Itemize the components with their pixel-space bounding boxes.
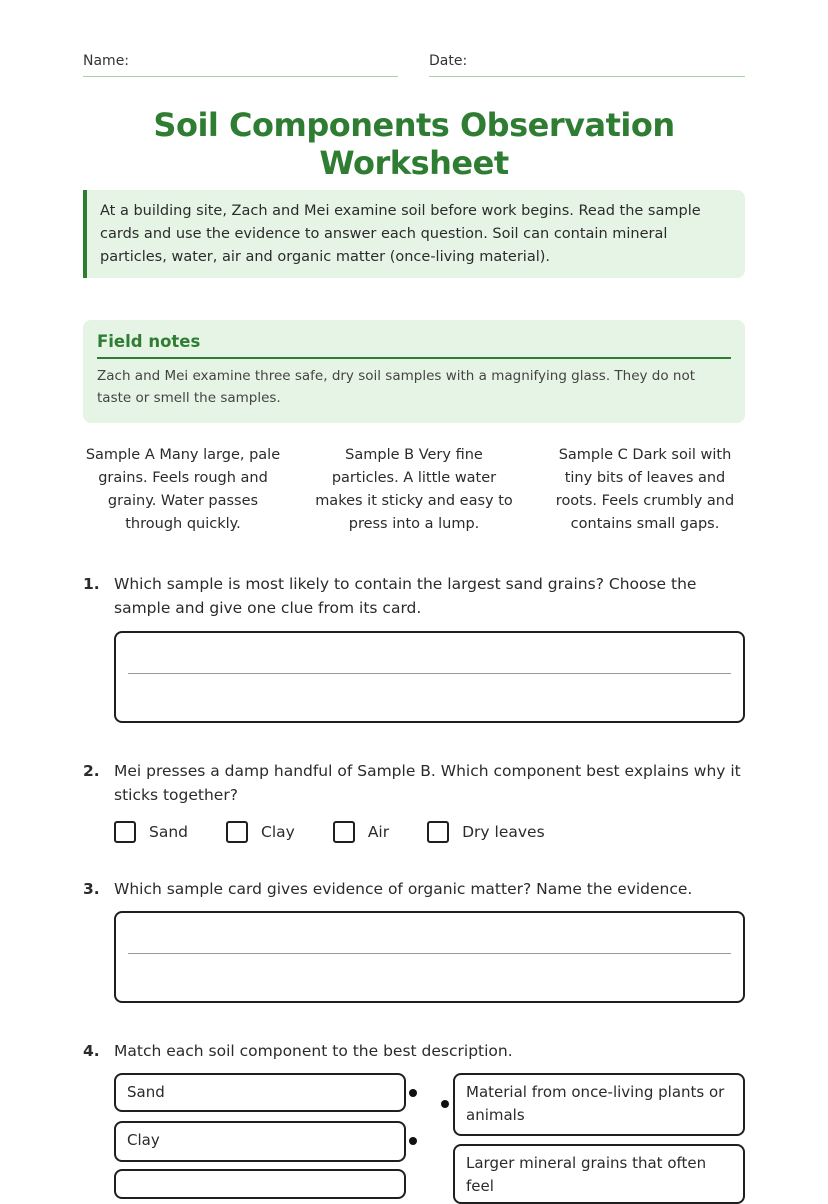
field-notes-box [83, 320, 745, 423]
field-notes-text: Zach and Mei examine three safe, dry soil samples with a magnifying glass. They do not taste or smell the samples. [97, 368, 696, 406]
choice-label: Clay [261, 823, 295, 841]
question-number: 4. [83, 1042, 100, 1060]
choice-clay[interactable] [226, 821, 295, 843]
sample-card-b: Sample B Very fine particles. A little water makes it sticky and easy to press into a lump. [315, 447, 513, 532]
match-right-mineral[interactable]: Larger mineral grains that often feel [453, 1144, 745, 1204]
checkbox[interactable] [427, 821, 449, 843]
question-text: Which sample is most likely to contain the largest sand grains? Choose the sample and give one clue from its card. [114, 575, 697, 617]
sample-card-c: Sample C Dark soil with tiny bits of leaves and roots. Feels crumbly and contains small gaps. [555, 447, 735, 532]
match-dot[interactable] [409, 1089, 417, 1097]
match-dot[interactable] [441, 1100, 449, 1108]
date-label: Date: [429, 53, 468, 69]
question-3 [83, 877, 745, 901]
answer-box-1[interactable] [114, 631, 745, 723]
date-field[interactable] [429, 50, 745, 77]
match-left-partial[interactable] [114, 1169, 406, 1199]
question-1 [83, 572, 745, 620]
answer-box-3[interactable] [114, 911, 745, 1003]
choice-label: Dry leaves [462, 823, 545, 841]
answer-line [128, 673, 731, 674]
answer-line [128, 953, 731, 954]
match-left-sand[interactable]: Sand [114, 1073, 406, 1112]
choice-label: Air [367, 823, 390, 841]
question-text: Which sample card gives evidence of organic matter? Name the evidence. [114, 880, 693, 898]
checkbox[interactable] [114, 821, 136, 843]
choice-group [114, 817, 545, 847]
page-title: Soil Components Observation Worksheet [153, 106, 675, 182]
checkbox[interactable] [333, 821, 355, 843]
name-field[interactable] [83, 50, 398, 77]
choice-dry-leaves[interactable] [427, 821, 545, 843]
choice-air[interactable] [333, 821, 389, 843]
match-right-organic[interactable]: Material from once-living plants or animals [453, 1073, 745, 1136]
sample-card-a: Sample A Many large, pale grains. Feels rough and grainy. Water passes through quickly. [85, 447, 281, 532]
choice-sand[interactable] [114, 821, 188, 843]
match-left-clay[interactable]: Clay [114, 1121, 406, 1162]
checkbox[interactable] [226, 821, 248, 843]
question-number: 1. [83, 575, 100, 593]
question-text: Match each soil component to the best description. [114, 1042, 513, 1060]
field-notes-heading: Field notes [97, 332, 731, 359]
question-2 [83, 759, 745, 807]
question-number: 2. [83, 762, 100, 780]
match-dot[interactable] [409, 1137, 417, 1145]
intro-text: At a building site, Zach and Mei examine soil before work begins. Read the sample cards and use the evidence to answer each question. Soil can contain mineral particles, water, air and organic matter (once-living material). [83, 190, 745, 278]
question-number: 3. [83, 880, 100, 898]
name-label: Name: [83, 53, 130, 69]
question-text: Mei presses a damp handful of Sample B. Which component best explains why it sticks together? [114, 762, 741, 804]
sample-cards [83, 444, 745, 536]
question-4 [83, 1039, 745, 1063]
choice-label: Sand [149, 823, 188, 841]
